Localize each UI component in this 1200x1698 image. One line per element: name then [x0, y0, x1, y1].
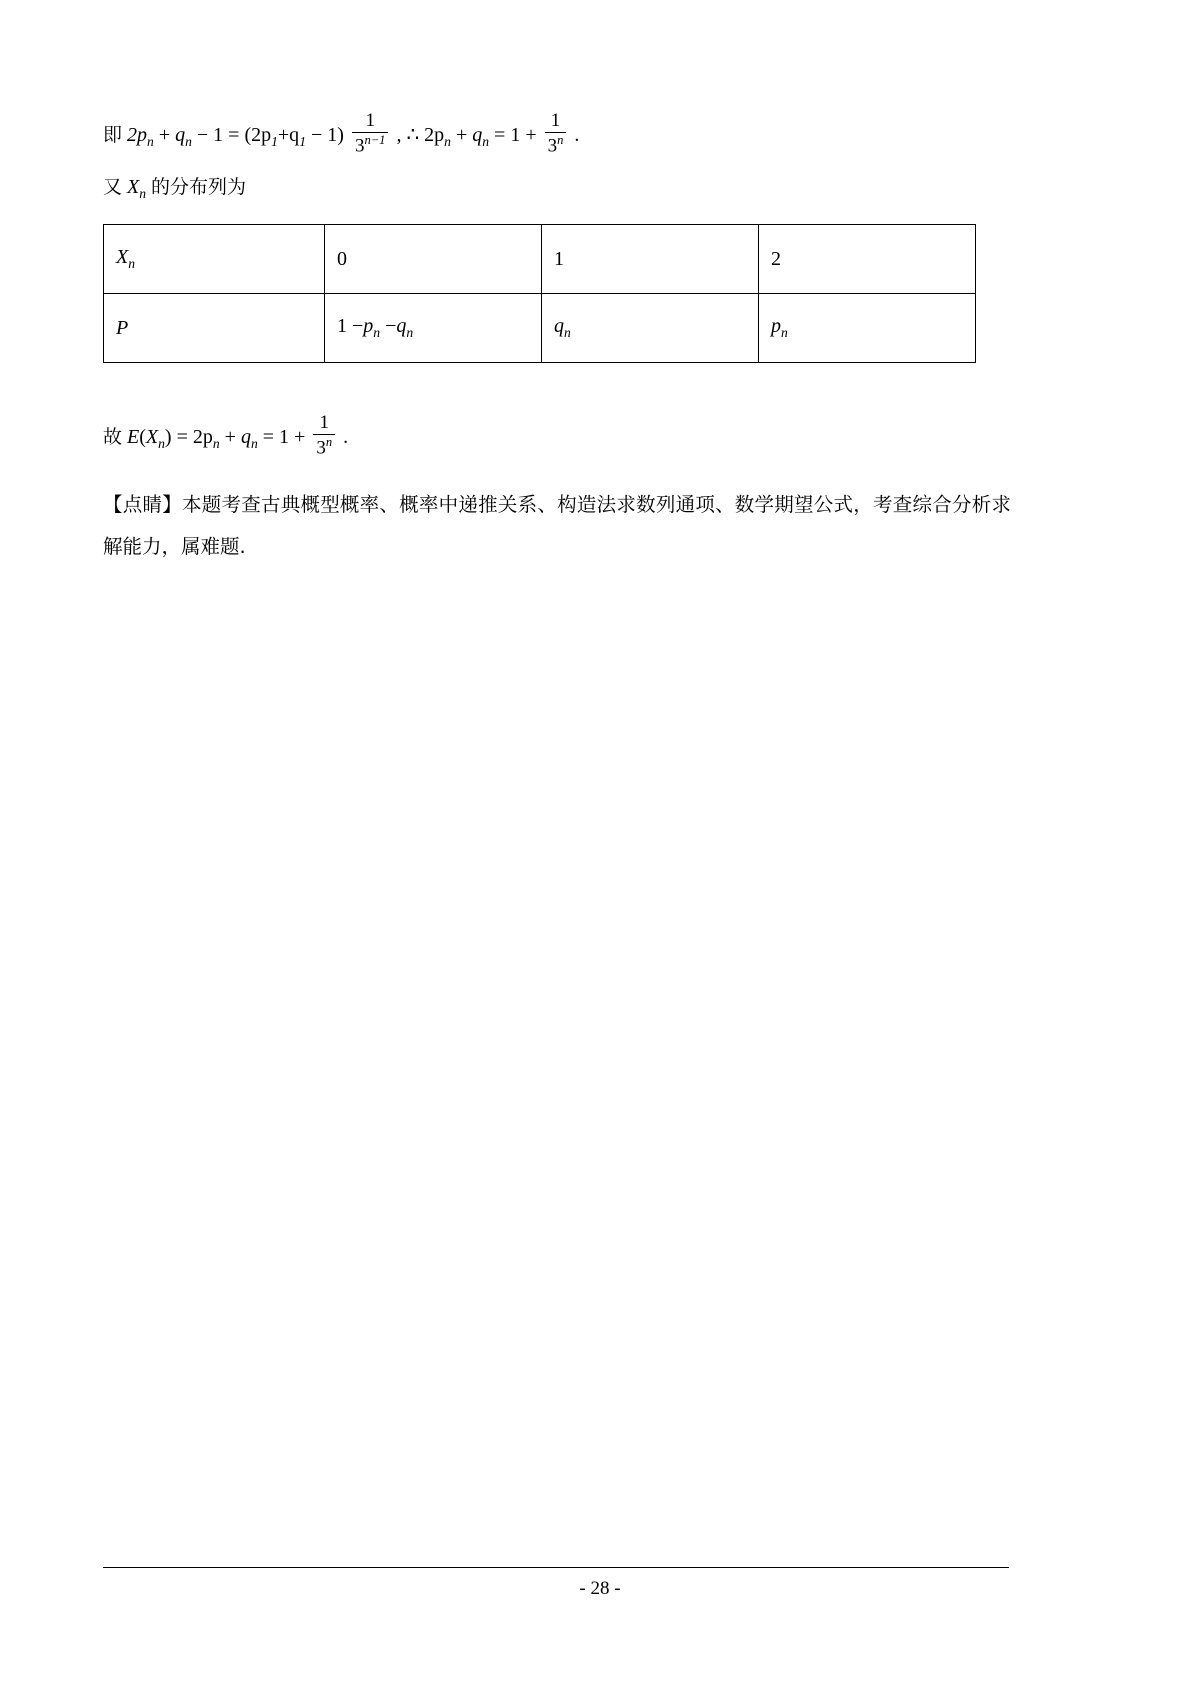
formula-1-t-plus: + [455, 124, 468, 147]
formula-1-equals: = 1 + [494, 124, 537, 147]
formula-1-fraction-1-base: 3 [354, 135, 365, 157]
formula-2-x-sub: n [158, 436, 165, 452]
formula-2-fraction-base: 3 [316, 437, 326, 459]
distribution-caption-prefix: 又 [103, 176, 123, 198]
formula-1-t-sub-2: n [482, 134, 490, 150]
table-cell-probability-2 [759, 294, 976, 363]
formula-1-fraction-1-exponent: n−1 [364, 132, 386, 147]
formula-2-fraction [313, 413, 335, 458]
cell0-p: p [363, 315, 374, 337]
formula-1-fraction-2 [545, 111, 567, 156]
formula-1-fraction-1-numerator: 1 [352, 111, 389, 133]
formula-1-therefore: , ∴ 2p [396, 124, 445, 147]
formula-2-period: . [343, 426, 349, 449]
formula-line-1 [103, 110, 580, 159]
formula-1-expr-a-sub: n [147, 134, 154, 150]
formula-1-minus-one: − 1 = (2p [196, 124, 272, 147]
formula-2-e: E [127, 426, 140, 449]
cell0-minus: − [385, 315, 397, 337]
distribution-caption-suffix: 的分布列为 [151, 176, 247, 198]
distribution-caption-variable: X [127, 176, 140, 198]
formula-1-period: . [574, 124, 580, 147]
formula-2-plus: + [224, 426, 236, 449]
formula-1-t-q: q [472, 124, 483, 147]
formula-1-fraction-2-denominator [545, 133, 567, 156]
formula-line-2 [103, 412, 349, 461]
table-row-label-text: P [116, 316, 129, 339]
footer-divider [103, 1567, 1009, 1568]
formula-1-q: q [175, 124, 186, 147]
cell0-lead: 1 − [337, 315, 364, 337]
formula-1-t-sub-1: n [444, 134, 451, 150]
formula-1-fraction-2-exponent: n [557, 132, 564, 147]
table-header-value-2: 2 [759, 225, 976, 294]
distribution-caption-variable-sub: n [139, 186, 147, 201]
formula-2-q: q [240, 426, 251, 449]
formula-2-p-sub: n [212, 436, 220, 452]
cell2-p: p [771, 315, 781, 337]
table-row [104, 294, 976, 363]
formula-1-fraction-1 [352, 111, 389, 156]
formula-1-q1-sub: 1 [299, 134, 306, 150]
analysis-paragraph [103, 484, 1011, 568]
table-cell-probability-0 [325, 294, 542, 363]
page-number: - 28 - [579, 1578, 621, 1599]
formula-2-equals-1: = 2p [176, 426, 213, 449]
table-row [104, 225, 976, 294]
formula-2-fraction-exponent: n [325, 434, 333, 449]
formula-2-paren-open: ( [139, 426, 146, 449]
table-header-variable-label: X [116, 246, 129, 268]
formula-1-q-sub: n [185, 134, 192, 150]
cell0-q: q [396, 315, 407, 337]
formula-2-fraction-denominator [313, 435, 335, 458]
formula-1-close: − 1) [310, 124, 344, 147]
formula-2-q-sub: n [250, 436, 258, 452]
cell2-p-sub: n [781, 325, 788, 340]
analysis-text: 本题考查古典概型概率、概率中递推关系、构造法求数列通项、数学期望公式，考查综合分析求解能力，属难题. [103, 493, 1011, 558]
table-header-variable [104, 225, 325, 294]
formula-1-plus: + [158, 124, 171, 147]
cell0-q-sub: n [406, 325, 414, 340]
cell1-q: q [554, 315, 564, 337]
formula-1-mid: +q [277, 124, 300, 147]
formula-1-fraction-2-numerator: 1 [545, 111, 567, 133]
distribution-table [103, 224, 976, 363]
table-header-value-0: 0 [325, 225, 542, 294]
analysis-tag: 【点睛】 [103, 493, 182, 516]
formula-2-x: X [145, 426, 159, 449]
formula-2-equals-2: = 1 + [262, 426, 306, 449]
formula-1-p1-sub: 1 [271, 134, 278, 150]
formula-2-paren-close: ) [164, 426, 172, 449]
table-header-variable-sub: n [128, 256, 136, 271]
formula-1-expr-a: 2p [127, 124, 148, 147]
distribution-caption [103, 176, 246, 202]
formula-2-fraction-numerator: 1 [313, 413, 335, 435]
table-row-label-p [104, 294, 325, 363]
cell1-q-sub: n [564, 325, 571, 340]
formula-2-lead: 故 [103, 426, 123, 449]
table-cell-probability-1 [542, 294, 759, 363]
formula-1-lead: 即 [103, 124, 123, 147]
formula-1-fraction-1-denominator [352, 133, 389, 156]
table-header-value-1: 1 [542, 225, 759, 294]
cell0-p-sub: n [373, 325, 381, 340]
formula-1-fraction-2-base: 3 [547, 135, 558, 157]
